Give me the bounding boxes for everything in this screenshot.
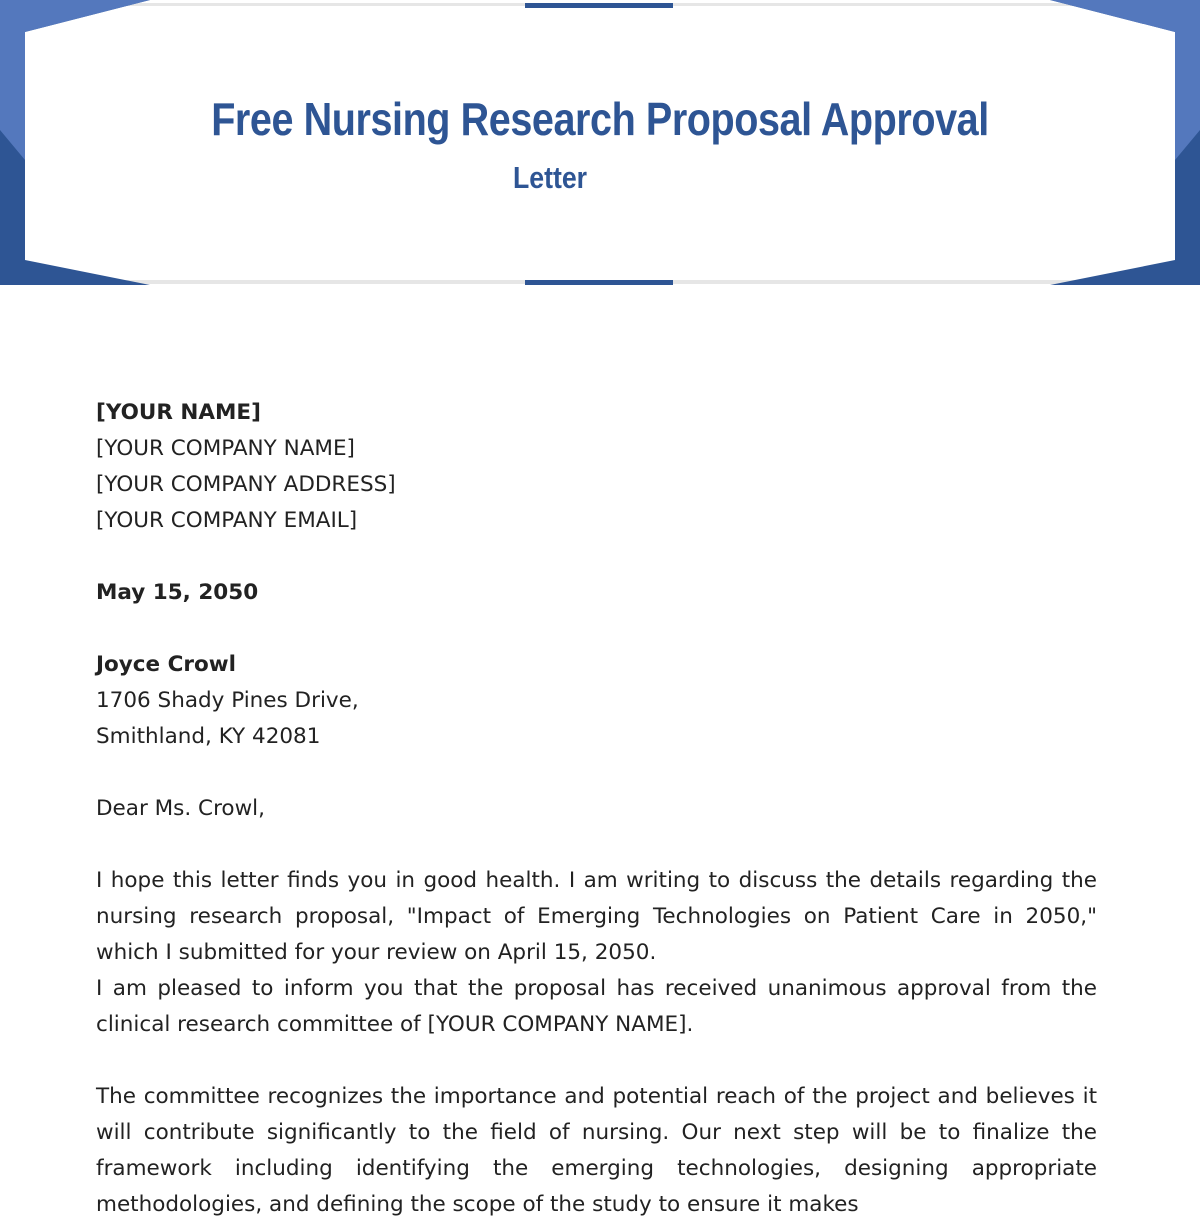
- body-paragraph-2: I am pleased to inform you that the proposal has received unanimous approval from the clinical research committee of [YOUR COMPANY NAME].: [96, 976, 1097, 1037]
- sender-email: [YOUR COMPANY EMAIL]: [96, 508, 358, 533]
- sender-address: [YOUR COMPANY ADDRESS]: [96, 472, 396, 497]
- salutation: Dear Ms. Crowl,: [96, 796, 265, 821]
- document-subtitle: Letter: [512, 160, 588, 195]
- recipient-block: [96, 647, 1097, 755]
- top-center-accent: [525, 3, 673, 8]
- letter-body: [96, 395, 1097, 1223]
- letter-date: May 15, 2050: [96, 580, 259, 605]
- sender-name: [YOUR NAME]: [96, 400, 261, 425]
- document-title: Free Nursing Research Proposal Approval: [211, 93, 989, 145]
- sender-block: [96, 395, 1097, 539]
- body-paragraph-3: The committee recognizes the importance and potential reach of the project and believes it will contribute significantly to the field of nursing. Our next step will be to finalize the framework including identifying the emerging technologies, designing appropriate methodologies, and defining the scope of the study to ensure it makes: [96, 1084, 1097, 1217]
- recipient-name: Joyce Crowl: [96, 652, 236, 677]
- header-banner: [0, 0, 1200, 290]
- sender-company: [YOUR COMPANY NAME]: [96, 436, 355, 461]
- body-paragraph-1: I hope this letter finds you in good health. I am writing to discuss the details regarding the nursing research proposal, "Impact of Emerging Technologies on Patient Care in 2050," which I submitted for your review on April 15, 2050.: [96, 868, 1097, 965]
- recipient-city: Smithland, KY 42081: [96, 724, 321, 749]
- bottom-center-accent: [525, 280, 673, 285]
- recipient-street: 1706 Shady Pines Drive,: [96, 688, 359, 713]
